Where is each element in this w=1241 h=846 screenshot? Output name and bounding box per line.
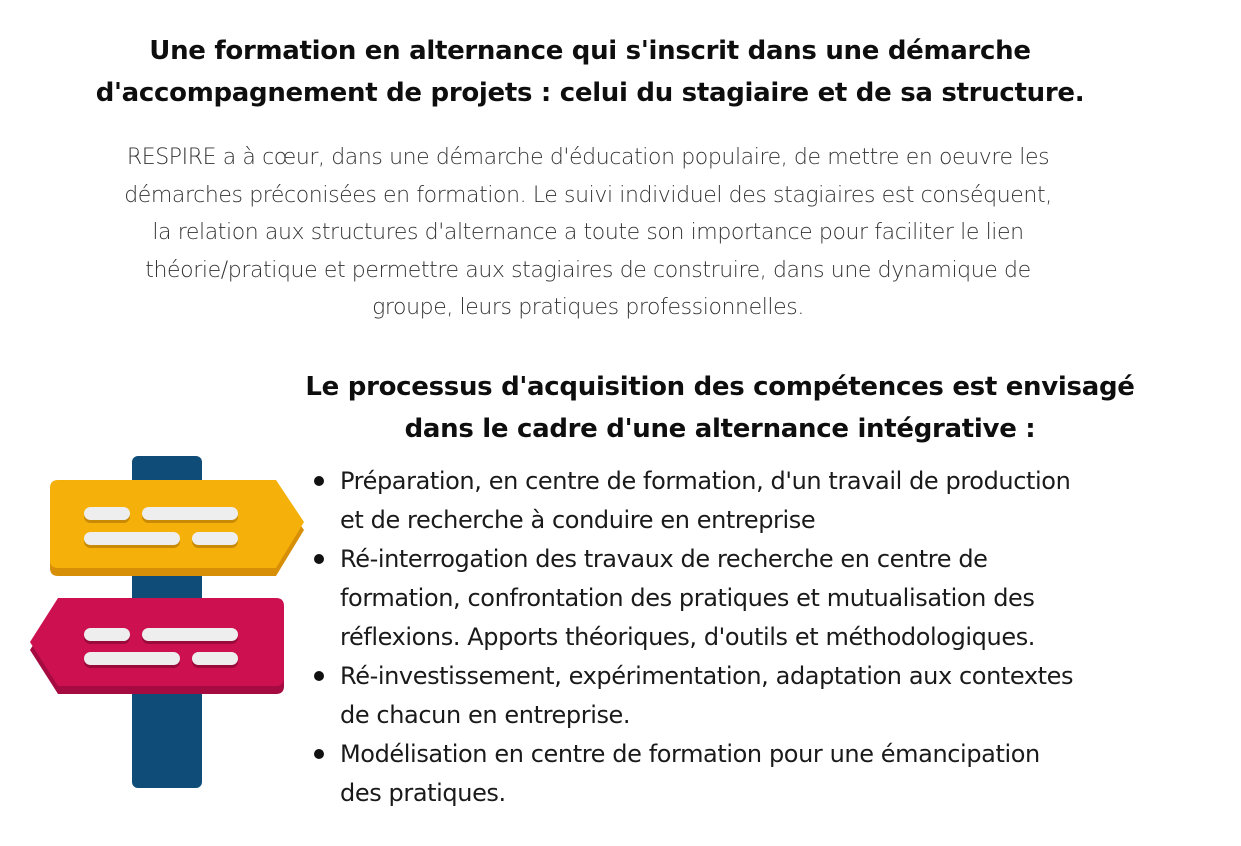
process-heading-line-2: dans le cadre d'une alternance intégrative : — [404, 414, 1036, 444]
list-item-line: et de recherche à conduire en entreprise — [340, 506, 816, 534]
list-item-line: Modélisation en centre de formation pour une émancipation — [340, 740, 1040, 768]
page-title-line-2: d'accompagnement de projets : celui du stagiaire et de sa structure. — [95, 78, 1085, 108]
intro-paragraph — [40, 139, 1136, 327]
list-item-line: Ré-interrogation des travaux de recherche en centre de — [340, 545, 988, 573]
bullet-icon — [314, 749, 324, 759]
list-item — [306, 462, 1156, 540]
list-item-line: des pratiques. — [340, 779, 506, 807]
page-title — [0, 30, 1180, 114]
intro-line: la relation aux structures d'alternance a toute son importance pour faciliter le lien — [152, 220, 1024, 245]
list-item — [306, 657, 1156, 735]
signpost-sign-right — [50, 480, 304, 568]
signpost-icon — [28, 456, 308, 788]
list-item-line: de chacun en entreprise. — [340, 701, 631, 729]
process-heading — [280, 366, 1160, 450]
list-item-line: réflexions. Apports théoriques, d'outils et méthodologiques. — [340, 623, 1036, 651]
list-item-line: Ré-investissement, expérimentation, adaptation aux contextes — [340, 662, 1074, 690]
bullet-icon — [314, 476, 324, 486]
intro-line: théorie/pratique et permettre aux stagiaires de construire, dans une dynamique de — [145, 257, 1031, 283]
page-title-line-1: Une formation en alternance qui s'inscrit dans une démarche — [149, 36, 1031, 66]
list-item — [306, 735, 1156, 813]
intro-line: RESPIRE a à cœur, dans une démarche d'éducation populaire, de mettre en oeuvre les — [126, 145, 1050, 170]
list-item-line: formation, confrontation des pratiques et mutualisation des — [340, 584, 1035, 612]
bullet-icon — [314, 671, 324, 681]
bullet-icon — [314, 554, 324, 564]
list-item — [306, 540, 1156, 657]
process-heading-line-1: Le processus d'acquisition des compétences est envisagé — [305, 372, 1135, 402]
process-steps-list — [306, 462, 1156, 813]
intro-line: démarches préconisées en formation. Le suivi individuel des stagiaires est conséquent, — [124, 182, 1052, 208]
intro-line: groupe, leurs pratiques professionnelles. — [372, 295, 804, 320]
list-item-line: Préparation, en centre de formation, d'un travail de production — [340, 467, 1071, 495]
